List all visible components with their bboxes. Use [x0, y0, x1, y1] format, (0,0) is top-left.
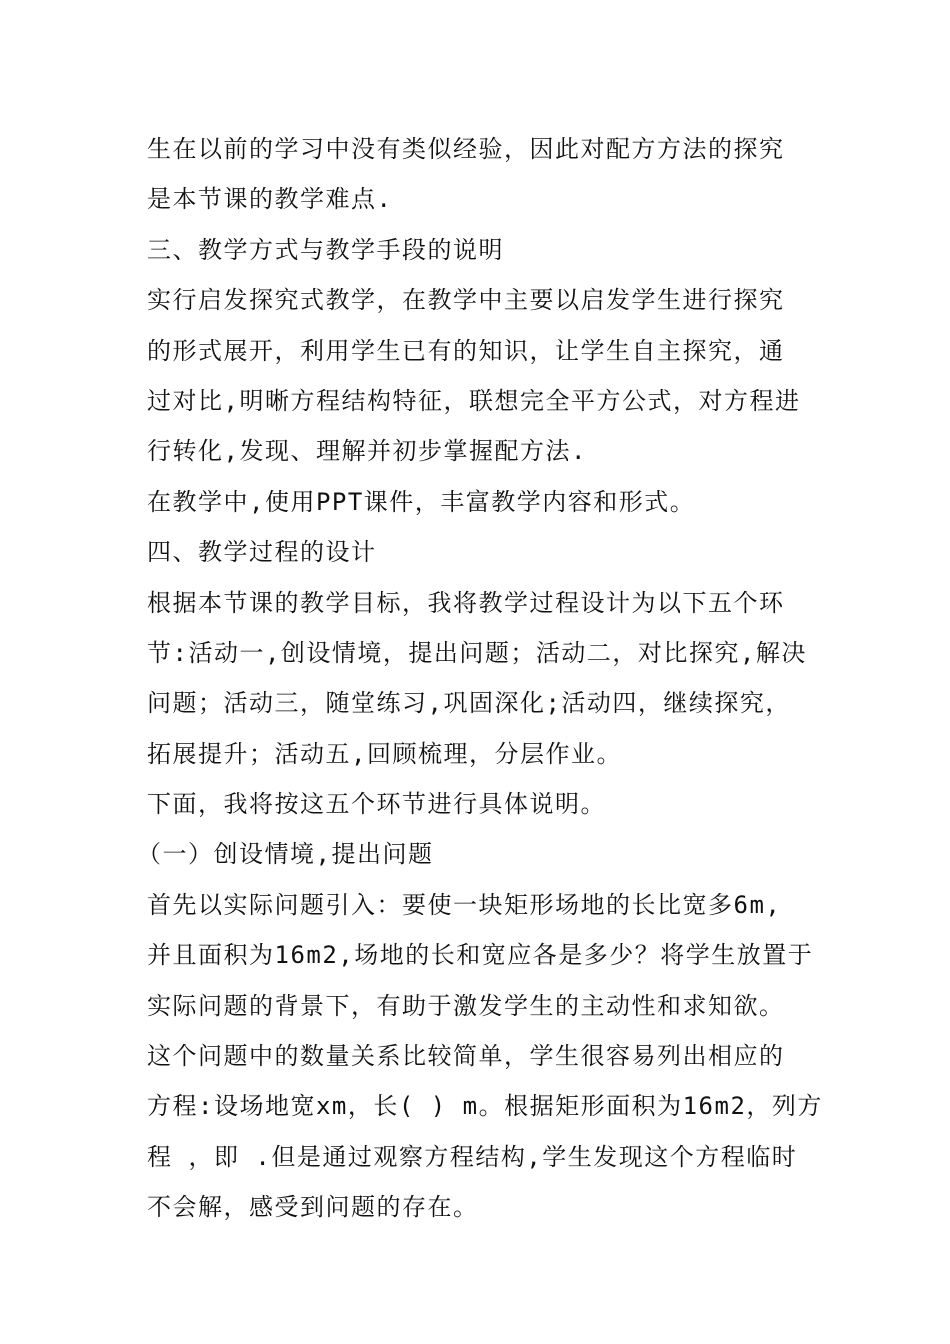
paragraph-line: 方程:设场地宽xm，长( ) m。根据矩形面积为16m2，列方: [147, 1092, 823, 1121]
subsection-heading: （一）创设情境,提出问题: [137, 840, 434, 869]
paragraph-line: 在教学中,使用PPT课件，丰富教学内容和形式。: [147, 487, 696, 516]
paragraph-line: 是本节课的教学难点.: [147, 185, 393, 214]
body-text: [137, 124, 823, 1233]
paragraph-line: 的形式展开，利用学生已有的知识，让学生自主探究，通: [147, 336, 785, 365]
paragraph-line: 下面，我将按这五个环节进行具体说明。: [147, 790, 606, 819]
section-heading: 三、教学方式与教学手段的说明: [147, 235, 504, 264]
paragraph-line: 过对比,明晰方程结构特征，联想完全平方公式，对方程进: [147, 386, 801, 415]
paragraph-line: 并且面积为16m2,场地的长和宽应各是多少？将学生放置于: [147, 941, 814, 970]
paragraph-line: 首先以实际问题引入：要使一块矩形场地的长比宽多6m,: [147, 890, 782, 919]
paragraph-line: 问题；活动三，随堂练习,巩固深化;活动四，继续探究，: [147, 689, 791, 718]
paragraph-line: 节:活动一,创设情境，提出问题；活动二，对比探究,解决: [147, 638, 807, 667]
paragraph-line: 拓展提升；活动五,回顾梳理，分层作业。: [147, 739, 622, 768]
paragraph-line: 不会解，感受到问题的存在。: [147, 1193, 479, 1222]
paragraph-line: 生在以前的学习中没有类似经验，因此对配方方法的探究: [147, 135, 785, 163]
paragraph-line: 实行启发探究式教学，在教学中主要以启发学生进行探究: [147, 286, 785, 315]
paragraph-line: 这个问题中的数量关系比较简单，学生很容易列出相应的: [147, 1042, 785, 1071]
paragraph-line: 程 ，即 .但是通过观察方程结构,学生发现这个方程临时: [147, 1142, 798, 1171]
paragraph-line: 根据本节课的教学目标，我将教学过程设计为以下五个环: [147, 588, 785, 617]
section-heading: 四、教学过程的设计: [147, 538, 377, 567]
paragraph-line: 实际问题的背景下，有助于激发学生的主动性和求知欲。: [147, 991, 785, 1020]
paragraph-line: 行转化,发现、理解并初步掌握配方法.: [147, 437, 587, 466]
